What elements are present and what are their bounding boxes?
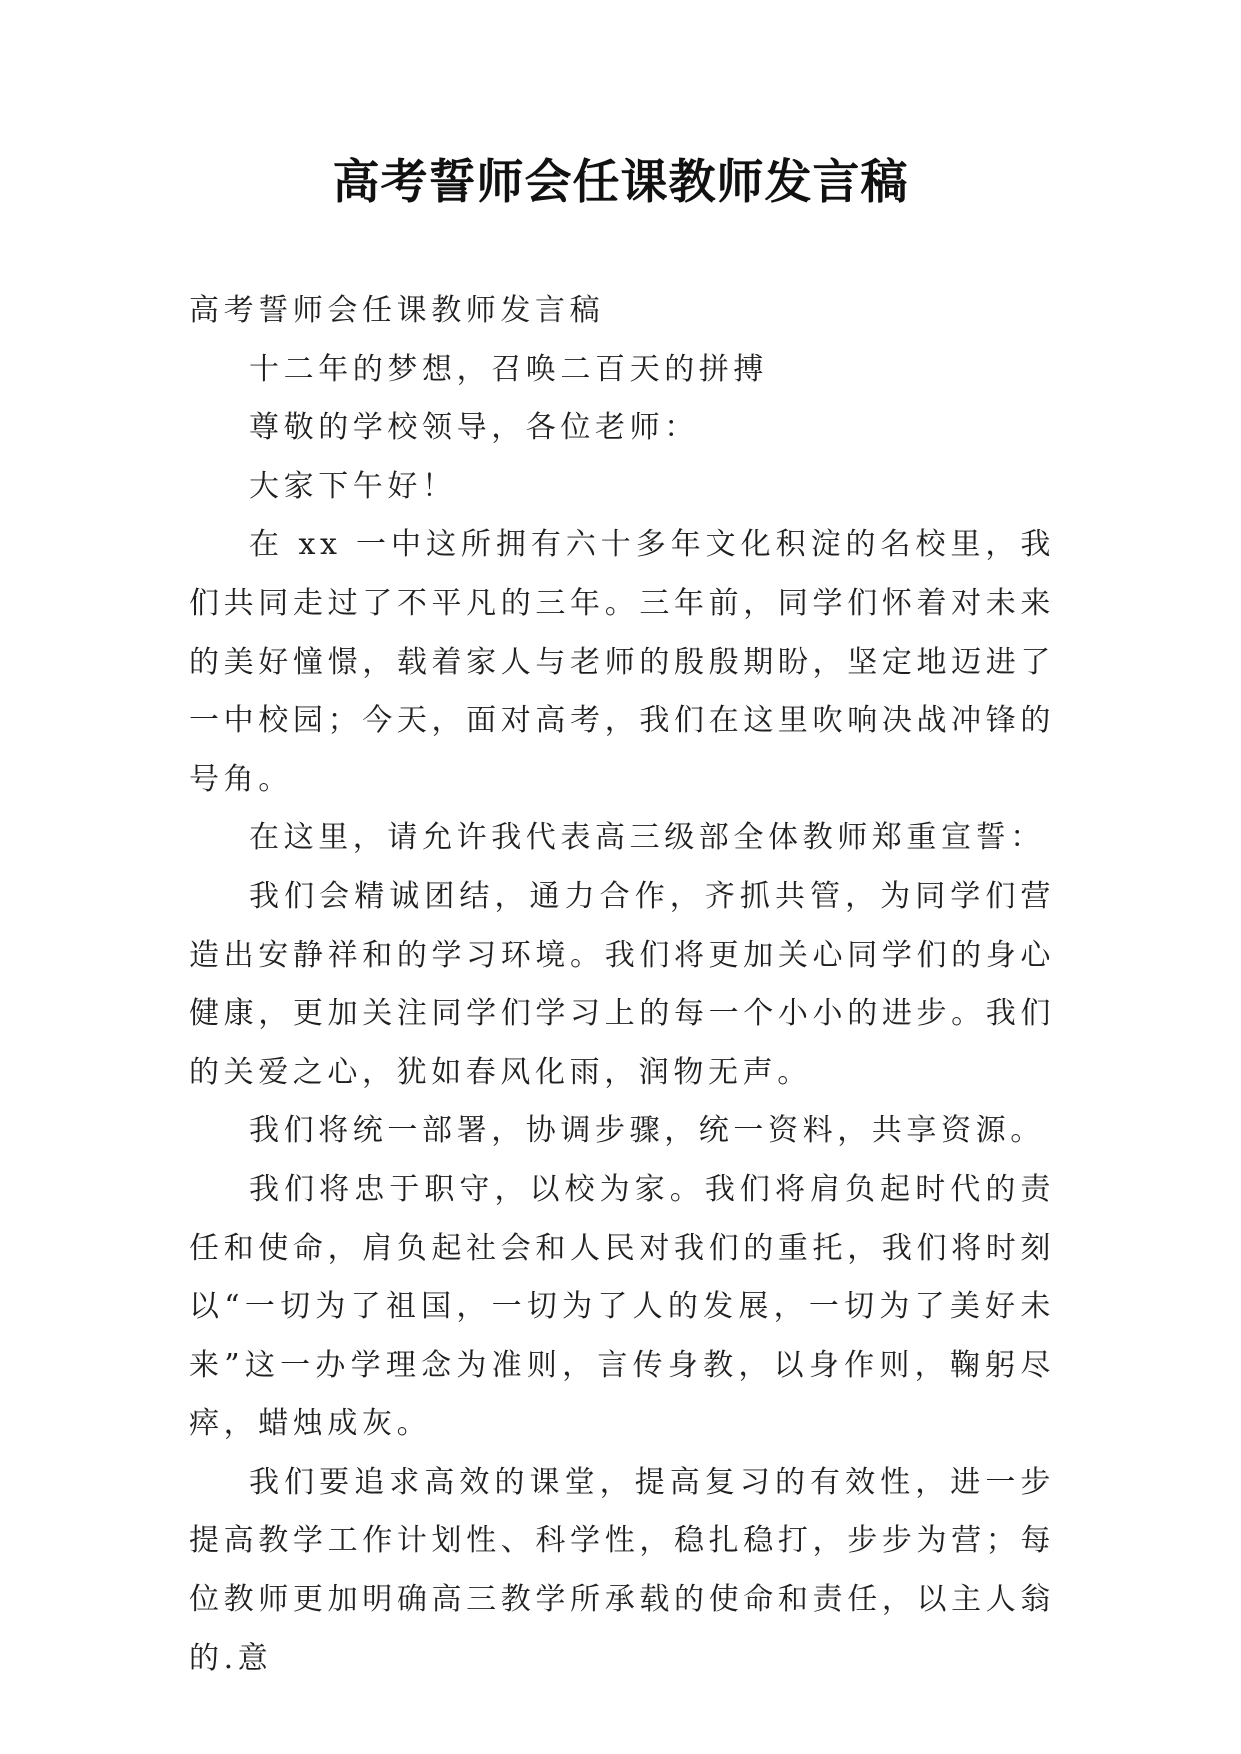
body-paragraph-7: 我们会精诚团结，通力合作，齐抓共管，为同学们营造出安静祥和的学习环境。我们将更加关心同学们的身心健康，更加关注同学们学习上的每一个小小的进步。我们的关爱之心，犹如春风化雨，润物无声。 <box>189 878 1055 1090</box>
body-paragraph-8: 我们将统一部署，协调步骤，统一资料，共享资源。 <box>249 1113 1045 1149</box>
body-paragraph-1: 高考誓师会任课教师发言稿 <box>189 293 605 328</box>
body-paragraph-2: 十二年的梦想，召唤二百天的拼搏 <box>249 351 768 387</box>
body-paragraph-5: 在 xx 一中这所拥有六十多年文化积淀的名校里，我们共同走过了不平凡的三年。三年前，同学们怀着对未来的美好憧憬，载着家人与老师的殷殷期盼，坚定地迈进了一中校园；今天，面对高考，我们在这里吹响决战冲锋的号角。 <box>189 527 1055 797</box>
body-paragraph-3: 尊敬的学校领导，各位老师： <box>249 410 699 446</box>
body-paragraph-4: 大家下午好！ <box>249 468 457 504</box>
body-paragraph-9: 我们将忠于职守，以校为家。我们将肩负起时代的责任和使命，肩负起社会和人民对我们的重托，我们将时刻以“一切为了祖国，一切为了人的发展，一切为了美好未来”这一办学理念为准则，言传身教，以身作则，鞠躬尽瘁，蜡烛成灰。 <box>189 1171 1055 1442</box>
body-paragraph-10: 我们要追求高效的课堂，提高复习的有效性，进一步提高教学工作计划性、科学性，稳扎稳打，步步为营；每位教师更加明确高三教学所承载的使命和责任，以主人翁的.意 <box>189 1464 1055 1676</box>
document-title: 高考誓师会任课教师发言稿 <box>332 155 909 210</box>
body-paragraph-6: 在这里，请允许我代表高三级部全体教师郑重宣誓： <box>249 820 1045 856</box>
document-body <box>189 282 1055 1688</box>
